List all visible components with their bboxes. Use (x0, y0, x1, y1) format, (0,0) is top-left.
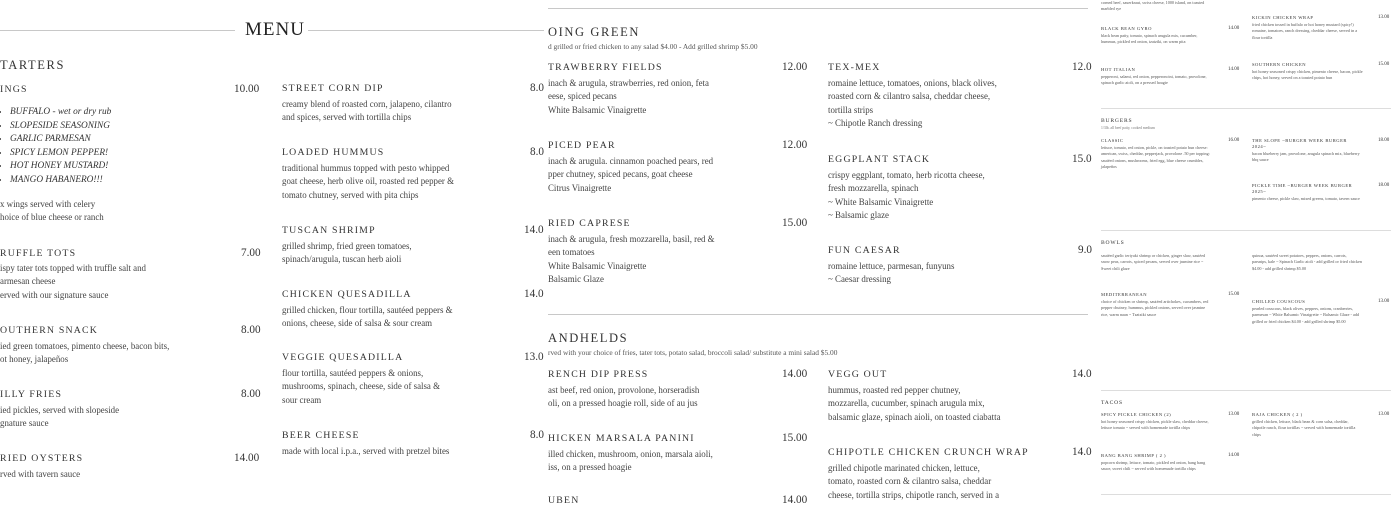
item-desc (282, 162, 454, 202)
section-heading-handhelds: ANDHELDS (548, 331, 629, 345)
item-name: VEGGIE QUESADILLA (282, 352, 404, 363)
desc-line: hoice of blue cheese or ranch (0, 212, 104, 223)
desc-line: ied pickles, served with slopeside (0, 405, 120, 415)
title-rule-left (0, 30, 235, 31)
desc-line: balsamic glaze, spinach aioli, on toasted ciabatta (828, 411, 1001, 422)
list-item: • SLOPESIDE SEASONING (10, 120, 111, 134)
desc-line: onions, cheese, side of salsa & sour cream (282, 318, 433, 329)
item-price: 10.00 (234, 83, 260, 95)
desc-line: erved with our signature sauce (0, 289, 109, 300)
item-price: 14.0 (524, 224, 544, 236)
item-price: 15.00 (782, 432, 808, 444)
item-desc (0, 468, 80, 481)
item-name: BEER CHEESE (282, 430, 360, 441)
item-desc (548, 155, 713, 195)
item-desc: pepperoni, salami, red onion, pepperoncini, tomato, provolone, spinach garlic aioli, on a pressed hoagie (1101, 74, 1207, 86)
desc-line: pper chutney, spiced pecans, goat cheese (548, 169, 693, 180)
desc-line: made with local i.p.a., served with pretzel bites (282, 446, 450, 456)
desc-line: inach & arugula, fresh mozzarella, basil, red & (548, 234, 715, 244)
desc-line: tomato chutney, served with pita chips (282, 189, 419, 200)
section-rule (1101, 230, 1391, 231)
item-name: UBEN (548, 495, 580, 506)
desc-line: een tomatoes (548, 247, 595, 258)
item-name: HICKEN MARSALA PANINI (548, 433, 695, 444)
item-desc (548, 448, 713, 475)
desc-line: x wings served with celery (0, 199, 96, 209)
item-price: 13.00 (1378, 299, 1390, 304)
desc-line: romaine lettuce, tomatoes, onions, black olives, (828, 78, 997, 88)
item-price: 13.00 (1378, 15, 1390, 20)
item-price: 8.0 (530, 82, 544, 94)
desc-line: crispy eggplant, tomato, herb ricotta cheese, (828, 170, 985, 180)
item-name: HOT ITALIAN (1101, 67, 1136, 72)
item-desc: sautéed garlic teriyaki shrimp or chicken, ginger slaw, sautéed snow peas, carrots, spiced pecans, served over jasmine rice ~ Sweet chili glaze (1101, 253, 1206, 271)
desc-line: mushrooms, spinach, cheese, side of salsa & (282, 381, 440, 392)
item-name: CHIPOTLE CHICKEN CRUNCH WRAP (828, 447, 1029, 458)
handhelds-column-2 (828, 0, 1090, 500)
item-desc (828, 462, 999, 502)
item-name: TUSCAN SHRIMP (282, 225, 376, 236)
item-name: TRAWBERRY FIELDS (548, 62, 663, 73)
item-price: 12.0 (1072, 61, 1092, 73)
item-price: 15.00 (1228, 292, 1240, 297)
desc-line: tortilla strips (828, 104, 874, 115)
item-desc (282, 304, 453, 331)
item-price: 13.00 (1378, 412, 1390, 417)
item-price: 9.0 (1078, 244, 1092, 256)
desc-line: mozzarella, cucumber, spinach arugula mix, (828, 398, 985, 409)
item-name: SPICY PICKLE CHICKEN (2) (1101, 412, 1172, 417)
desc-line: ~ Chipotle Ranch dressing (828, 118, 923, 129)
item-name: ILLY FRIES (0, 389, 63, 400)
item-desc: corned beef, sauerkraut, swiss cheese, 1000 island, on toasted marbled rye (1101, 0, 1205, 12)
item-name: RUFFLE TOTS (0, 248, 77, 259)
item-desc: choice of chicken or shrimp, sautéed artichokes, cucumbers, red pepper chutney, hummus, pickled onions, served over jasmine rice, warm naan ~ Tzatziki sauce (1101, 299, 1209, 317)
item-desc (828, 384, 1001, 424)
section-rule (1101, 494, 1391, 495)
wing-flavor-list (0, 106, 111, 188)
desc-line: armesan cheese (0, 276, 56, 287)
desc-line: gnature sauce (0, 418, 49, 429)
item-price: 14.00 (1228, 26, 1240, 31)
desc-line: goat cheese, herb olive oil, roasted red pepper & (282, 176, 455, 187)
list-item: • MANGO HABANERO!!! (10, 174, 111, 188)
section-rule (1101, 390, 1391, 391)
item-desc: hot honey seasoned crispy chicken, pimento cheese, bacon, pickle chips, hot honey, served on a toasted potato bun (1252, 69, 1363, 81)
item-price: 18.00 (1378, 138, 1390, 143)
desc-line: Citrus Vinaigrette (548, 182, 612, 193)
item-name: CHILLED COUSCOUS (1252, 299, 1306, 304)
item-name: EGGPLANT STACK (828, 154, 931, 165)
item-name: RIED OYSTERS (0, 453, 84, 464)
item-price: 13.00 (1228, 412, 1240, 417)
desc-line: tomato, roasted corn & cilantro salsa, cheddar (828, 476, 992, 487)
item-desc: hot honey seasoned crispy chicken, pickle slaw, cheddar cheese, lettuce tomato ~ served with homemade tortilla chips (1101, 419, 1209, 431)
item-desc (548, 384, 699, 411)
item-desc: fried chicken tossed in buffalo or hot honey mustard (spicy!) romaine, tomatoes, ranch dressing, cheddar cheese, served in a flour tortilla (1252, 22, 1358, 40)
item-price: 8.00 (241, 388, 261, 400)
desc-line: ~ White Balsamic Vinaigrette (828, 196, 934, 207)
section-heading-greens: OING GREEN (548, 25, 641, 39)
item-price: 16.00 (1228, 138, 1240, 143)
section-heading-burgers: BURGERS (1101, 118, 1133, 124)
item-name: TEX-MEX (828, 62, 881, 73)
item-name: STREET CORN DIP (282, 83, 384, 94)
desc-line: fresh mozzarella, spinach (828, 183, 919, 194)
item-price: 12.00 (782, 61, 808, 73)
item-price: 15.00 (782, 217, 808, 229)
item-desc (0, 404, 119, 431)
item-desc (282, 98, 452, 125)
section-note: d grilled or fried chicken to any salad $4.00 - Add grilled shrimp $5.00 (548, 42, 758, 51)
desc-line: grilled chipotle marinated chicken, lettuce, (828, 463, 980, 473)
page-title: MENU (245, 19, 305, 40)
section-heading-bowls: BOWLS (1101, 240, 1125, 246)
item-name: INGS (0, 84, 28, 95)
item-name: BANG BANG SHRIMP ( 2 ) (1101, 453, 1167, 458)
desc-line: oli, on a pressed hoagie roll, side of au jus (548, 398, 698, 409)
item-name: KICKIN CHICKEN WRAP (1252, 15, 1314, 20)
section-note: 1/3lb. all beef patty, cooked medium (1101, 126, 1155, 130)
item-name: VEGG OUT (828, 369, 888, 380)
desc-line: ~ Caesar dressing (828, 274, 891, 285)
item-name: SOUTHERN CHICKEN (1252, 62, 1307, 67)
desc-line: ied green tomatoes, pimento cheese, bacon bits, (0, 341, 170, 351)
list-item: • HOT HONEY MUSTARD! (10, 160, 111, 174)
desc-line: romaine lettuce, parmesan, funyuns (828, 261, 955, 271)
item-price: 8.0 (530, 429, 544, 441)
item-name: THE SLOPE ~BURGER WEEK BURGER 2024~ (1252, 138, 1347, 149)
section-heading-starters: TARTERS (0, 58, 66, 72)
item-desc: pimento cheese, pickle slaw, mixed greens, tomato, tavern sauce (1252, 196, 1360, 201)
item-desc: popcorn shrimp, lettuce, tomato, pickled red onion, bang bang sauce, sweet chili ~ served with homemade tortilla chips (1101, 460, 1206, 472)
item-desc (282, 367, 440, 407)
desc-line: inach & arugula, strawberries, red onion, feta (548, 78, 709, 88)
desc-line: White Balsamic Vinaigrette (548, 104, 647, 115)
item-desc (548, 233, 715, 287)
desc-line: grilled chicken, flour tortilla, sautéed peppers & (282, 305, 453, 315)
desc-line: flour tortilla, sautéed peppers & onions, (282, 368, 424, 378)
item-desc: grilled chicken, lettuce, black bean & corn salsa, cheddar, chipotle ranch, flour tortillas ~ served with homemade tortilla chips (1252, 419, 1356, 437)
section-rule (1101, 108, 1391, 109)
item-price: 15.00 (1378, 62, 1390, 67)
item-name: MEDITERRANEAN (1101, 292, 1148, 297)
item-name: BAJA CHICKEN ( 2 ) (1252, 412, 1303, 417)
item-price: 14.00 (1228, 453, 1240, 458)
item-name: CHICKEN QUESADILLA (282, 289, 412, 300)
item-price: 14.00 (782, 494, 808, 506)
item-name: BLACK BEAN GYRO (1101, 26, 1152, 31)
section-note: rved with your choice of fries, tater tots, potato salad, broccoli salad/ substitute a mini salad $5.00 (548, 348, 838, 357)
desc-line: illed chicken, mushroom, onion, marsala aioli, (548, 449, 713, 459)
desc-line: ot honey, jalapeños (0, 354, 69, 365)
item-price: 13.0 (524, 351, 544, 363)
desc-line: ispy tater tots topped with truffle salt and (0, 263, 146, 273)
item-price: 18.00 (1378, 183, 1390, 188)
item-desc (0, 340, 169, 367)
desc-line: traditional hummus topped with pesto whipped (282, 163, 450, 173)
item-price: 14.00 (782, 368, 808, 380)
item-price: 15.0 (1072, 153, 1092, 165)
item-desc: quinoa, sautéed sweet potatoes, peppers, onions, carrots, parsnips, kale ~ Spinach Garlic aioli - add grilled or fried chicken $4.00 - add grilled shrimp $5.00 (1252, 253, 1362, 271)
item-price: 14.0 (1072, 368, 1092, 380)
desc-line: hummus, roasted red pepper chutney, (828, 385, 961, 395)
desc-line: roasted corn & cilantro salsa, cheddar cheese, (828, 91, 991, 102)
item-desc: bacon blueberry jam, provolone, arugula spinach mix, blueberry bbq sauce (1252, 151, 1360, 163)
desc-line: sour cream (282, 394, 322, 405)
item-price: 8.0 (530, 146, 544, 158)
desc-line: rved with tavern sauce (0, 469, 81, 479)
item-name: OUTHERN SNACK (0, 325, 99, 336)
item-desc (282, 240, 412, 267)
item-desc (282, 445, 449, 458)
desc-line: cheese, tortilla strips, chipotle ranch, served in a (828, 489, 1000, 500)
item-price: 14.0 (1072, 446, 1092, 458)
item-desc (548, 77, 709, 117)
desc-line: iss, on a pressed hoagie (548, 462, 632, 473)
desc-line: and spices, served with tortilla chips (282, 112, 412, 123)
list-item: • SPICY LEMON PEPPER! (10, 147, 111, 161)
item-name: PICED PEAR (548, 140, 616, 151)
item-desc: pearled couscous, black olives, peppers, onions, cranberries, parmesan ~ White Balsamic Vinaigrette ~ Balsamic Glaze - add grilled or fried chicken $4.00 - add grilled shrimp $5.00 (1252, 306, 1360, 324)
item-name: CLASSIC (1101, 138, 1124, 143)
item-desc: lettuce, tomato, red onion, pickle, on toasted potato bun cheese: american, swiss, cheddar, pepperjack, provolone .50 per topping: sautéed onions, mushrooms, fried egg, blue cheese crumbles, jalapeños (1101, 145, 1210, 170)
item-desc: black bean patty, tomato, spinach arugula mix, cucumber, hummus, pickled red onion, tzatziki, on warm pita (1101, 33, 1198, 45)
starters-column-2 (282, 0, 544, 500)
desc-line: eese, spiced pecans (548, 91, 617, 102)
desc-line: grilled shrimp, fried green tomatoes, (282, 241, 412, 251)
item-desc (0, 198, 104, 225)
item-price: 7.00 (241, 247, 261, 259)
desc-line: ast beef, red onion, provolone, horseradish (548, 385, 700, 395)
item-price: 14.00 (1228, 67, 1240, 72)
item-name: RIED CAPRESE (548, 218, 631, 229)
section-heading-tacos: TACOS (1101, 400, 1123, 406)
item-name: RENCH DIP PRESS (548, 369, 649, 380)
item-price: 14.0 (524, 288, 544, 300)
item-price: 14.00 (234, 452, 260, 464)
list-item: • GARLIC PARMESAN (10, 133, 111, 147)
desc-line: spinach/arugula, tuscan herb aioli (282, 254, 402, 265)
desc-line: Balsamic Glaze (548, 274, 604, 285)
desc-line: ~ Balsamic glaze (828, 210, 889, 221)
item-name: FUN CAESAR (828, 245, 901, 256)
desc-line: White Balsamic Vinaigrette (548, 260, 647, 271)
desc-line: creamy blend of roasted corn, jalapeno, cilantro (282, 99, 452, 109)
list-item: • BUFFALO - wet or dry rub (10, 106, 111, 120)
item-price: 12.00 (782, 139, 808, 151)
item-desc (0, 262, 146, 302)
item-name: PICKLE TIME ~BURGER WEEK BURGER 2025~ (1252, 183, 1353, 194)
item-name: LOADED HUMMUS (282, 147, 385, 158)
item-price: 8.00 (241, 324, 261, 336)
desc-line: inach & arugula. cinnamon poached pears, red (548, 156, 714, 166)
